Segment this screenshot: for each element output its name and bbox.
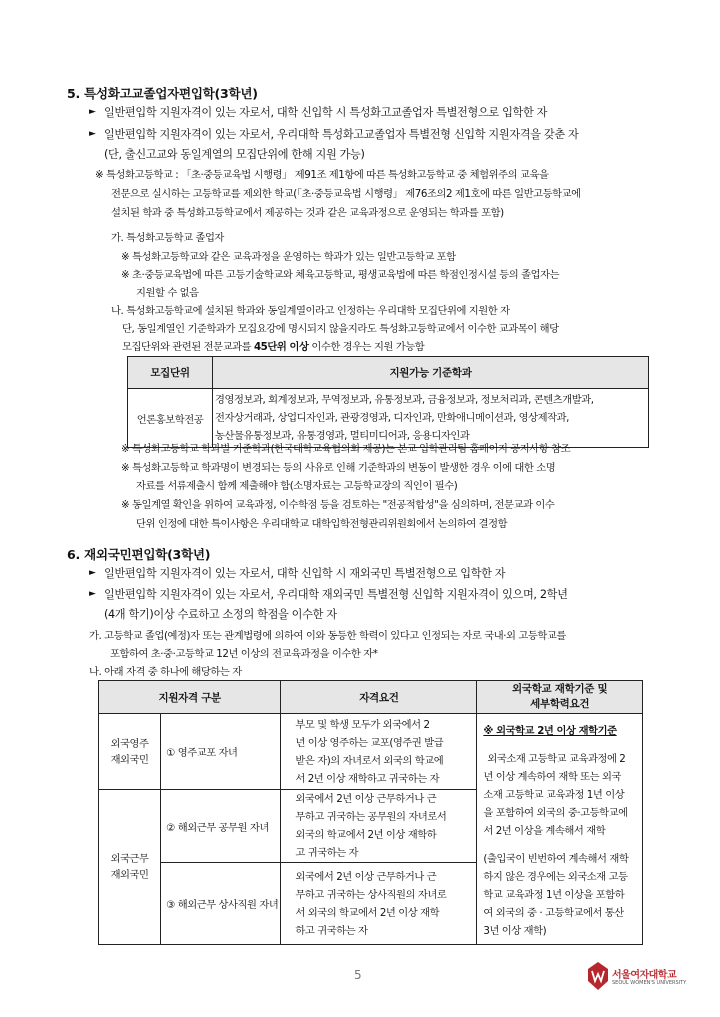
section5-bullet-2: 일반편입학 지원자격이 있는 자로서, 우리대학 특성화고교졸업자 특별전형 신입학 지원자격을 갖춘 자 [104,128,579,141]
section6-title: 6. 재외국민편입학(3학년) [67,547,211,562]
section5-bullet-1: 일반편입학 지원자격이 있는 자로서, 대학 신입학 시 특성화고교졸업자 특별전형으로 입학한 자 [104,106,548,119]
note-line: ※ 특성화고등학교 : 「초·중등교육법 시행령」 제91조 제1항에 따른 특성화고등학교 중 체험위주의 교육을 [95,169,549,181]
sub-ga: 가. 특성화고등학교 졸업자 [111,232,224,244]
ga-line: 포함하여 초·중·고등학교 12년 이상의 전교육과정을 이수한 자* [110,648,378,660]
logo-subtext: SEOUL WOMEN'S UNIVERSITY [612,980,687,986]
qualification-label: ① 영주교포 자녀 [161,714,281,790]
group-cell: 외국영주 재외국민 [99,714,161,790]
section6-bullet-1: 일반편입학 지원자격이 있는 자로서, 대학 신입학 시 재외국민 특별전형으로 입학한 자 [104,567,506,580]
bullet-arrow-icon: ► [89,589,96,599]
na-line: 모집단위와 관련된 전문교과를 45단위 이상 이수한 경우는 지원 가능함 [122,341,425,353]
section5-bullet-2-cont: (단, 출신고교와 동일계열의 모집단위에 한해 지원 가능) [104,148,365,161]
note-line: 설치된 학과 중 특성화고등학교에서 제공하는 것과 같은 교육과정으로 운영되는 학과를 포함) [111,207,504,219]
after-note: ※ 동일계열 확인을 위하여 교육과정, 이수학점 등을 검토하는 "전공적합성"을 심의하며, 전문교과 이수 [121,499,555,511]
requirement-cell: 부모 및 학생 모두가 외국에서 2 년 이상 영주하는 교포(영주권 발급 받은 자)의 자녀로서 외국의 학교에 서 2년 이상 재학하고 귀국하는 자 [281,714,477,790]
note-line: 전문으로 실시하는 고등학교를 제외한 학교(「초·중등교육법 시행령」 제76조의2 제1호에 따른 일반고등학교에 [111,188,581,200]
ga-note: ※ 초·중등교육법에 따른 고등기술학교와 체육고등학교, 평생교육법에 따른 학점인정시설 등의 졸업자는 [121,269,560,281]
ga-line: 가. 고등학교 졸업(예정)자 또는 관계법령에 의하여 이와 동등한 학력이 있다고 인정되는 자로 국내·외 고등학교를 [89,630,566,642]
eligibility-table [98,680,643,945]
after-note: ※ 특성화고등학교 학과명이 변경되는 등의 사유로 인해 기준학과의 변동이 발생한 경우 이에 대한 소명 [121,462,556,474]
group-cell: 외국근무 재외국민 [99,790,161,945]
unit-cell: 언론홍보학전공 [128,389,213,448]
table-header: 자격요건 [281,681,477,714]
logo-text: 서울여자대학교 [612,970,677,981]
table-header: 외국학교 재학기준 및 세부학력요건 [477,681,643,714]
table-header: 모집단위 [128,357,213,389]
requirement-cell: 외국에서 2년 이상 근무하거나 근 무하고 귀국하는 공무원의 자녀로서 외국의 학교에서 2년 이상 재학하 고 귀국하는 자 [281,790,477,863]
after-note: 자료를 서류제출시 함께 제출해야 함(소명자료는 고등학교장의 직인이 필수) [136,480,458,492]
bullet-arrow-icon: ► [89,107,96,117]
ga-note: ※ 특성화고등학교와 같은 교육과정을 운영하는 학과가 있는 일반고등학교 포함 [121,251,456,263]
qualification-label: ② 해외근무 공무원 자녀 [161,790,281,863]
requirement-cell: 외국에서 2년 이상 근무하거나 근 무하고 귀국하는 상사직원의 자녀로 서 외국의 학교에서 2년 이상 재학 하고 귀국하는 자 [281,863,477,945]
table-header: 지원자격 구분 [99,681,281,714]
emblem-icon [587,961,609,991]
section6-bullet-2: 일반편입학 지원자격이 있는 자로서, 우리대학 재외국민 특별전형 신입학 지원자격이 있으며, 2학년 [104,588,568,601]
na-line: 단, 동일계열인 기준학과가 모집요강에 명시되지 않을지라도 특성화고등학교에서 이수한 교과목이 해당 [122,323,559,335]
ga-note: 지원할 수 없음 [136,287,199,299]
after-note: 단위 인정에 대한 특이사항은 우리대학교 대학입학전형관리위원회에서 논의하여 결정함 [136,518,508,530]
section5-title: 5. 특성화고교졸업자편입학(3학년) [67,86,258,101]
sub-na: 나. 특성화고등학교에 설치된 학과와 동일계열이라고 인정하는 우리대학 모집단위에 지원한 자 [111,305,510,317]
section6-bullet-2-cont: (4개 학기)이상 수료하고 소정의 학점을 이수한 자 [104,608,337,621]
page-number: 5 [354,968,362,982]
qualification-label: ③ 해외근무 상사직원 자녀 [161,863,281,945]
na-line: 나. 아래 자격 중 하나에 해당하는 자 [89,666,242,678]
university-logo [587,961,707,995]
criteria-table [127,356,649,448]
enrollment-criteria-cell: ※ 외국학교 2년 이상 재학기준 외국소재 고등학교 교육과정에 2 년 이상 계속하여 재학 또는 외국 소재 고등학교 교육과정 1년 이상 을 포함하여 외국의 중·고등학교에 서 2년 이상을 계속해서 재학 (출입국이 빈번하여 계속해서 재학 하지 않은 경우에는 외국소재 고등 학교 교육과정 1년 이상을 포함하 여 외국의 중 · 고등학교에서 통산 3년 이상 재학) [477,714,643,945]
after-note: ※ 특성화고등학교 학과별 기준학과(한국대학교육협의회 제공)는 본교 입학관리팀 홈페이지 공지사항 참조 [121,443,571,455]
bullet-arrow-icon: ► [89,568,96,578]
table-header: 지원가능 기준학과 [213,357,649,389]
dept-cell: 경영정보과, 회계정보과, 무역정보과, 유통정보과, 금융정보과, 정보처리과, 콘텐츠개발과, 전자상거래과, 상업디자인과, 관광경영과, 디자인과, 만화애니메이션과, 영상제작과, 농산물유통정보과, 유통경영과, 멀티미디어과, 응용디자인과 [213,389,649,448]
bullet-arrow-icon: ► [89,129,96,139]
